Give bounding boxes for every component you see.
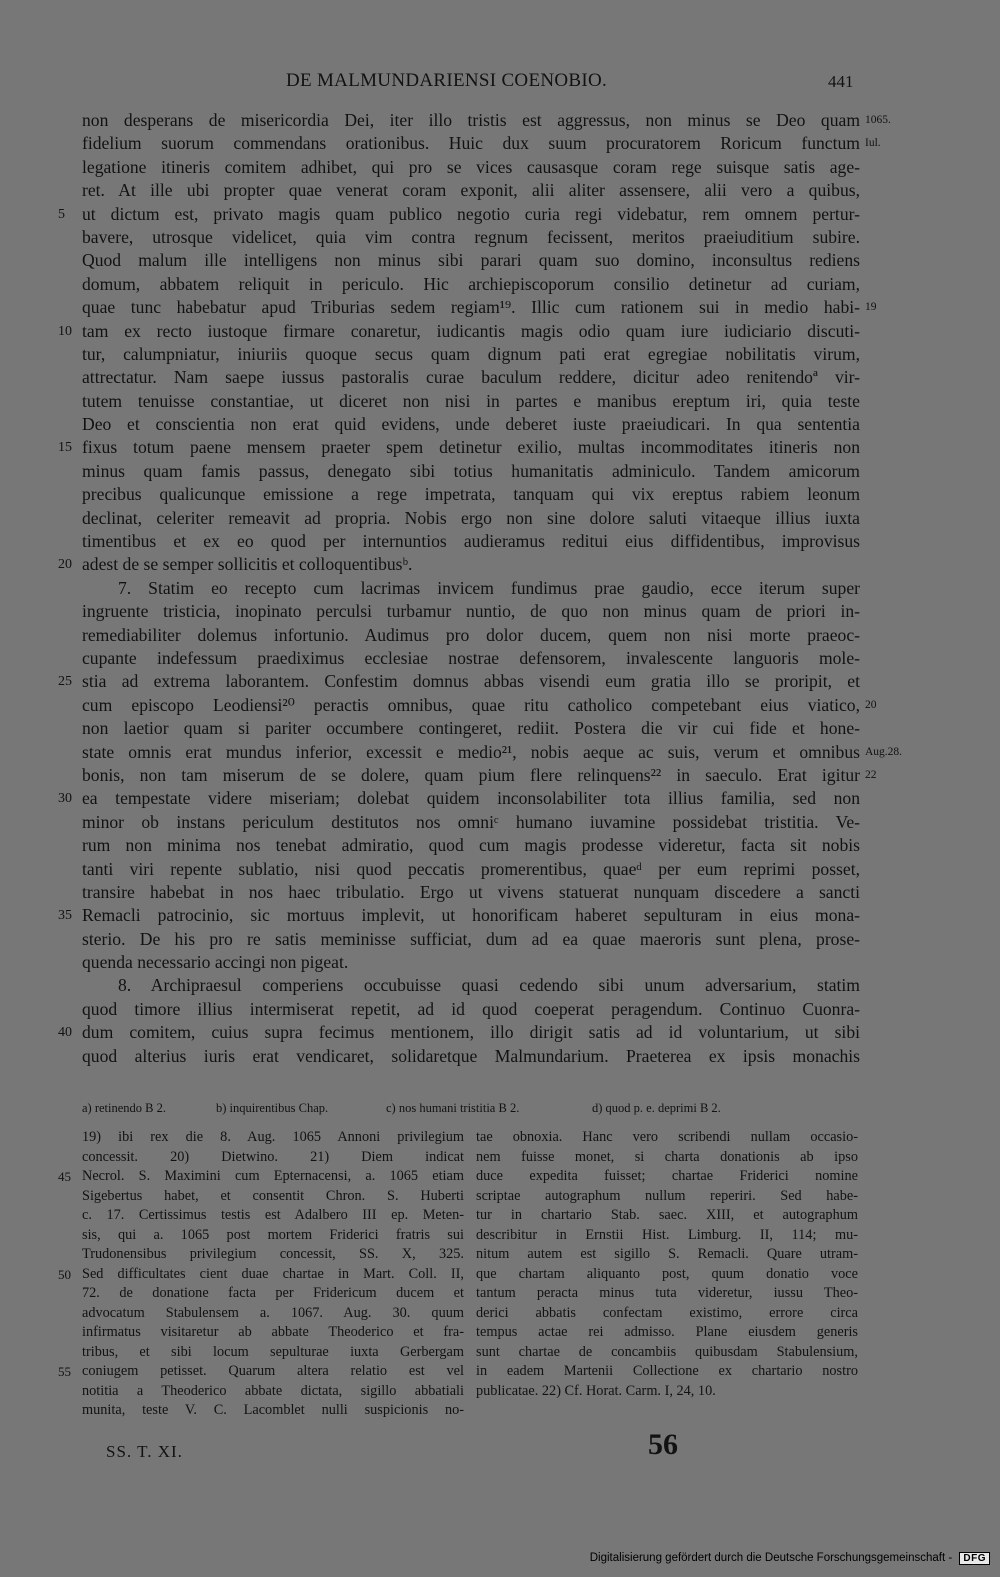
signature-mark: SS. T. XI. [106,1442,183,1461]
margin-note: 20 [865,698,877,711]
line-text: timentibus et ex eo quod per internuntios audieramus reditui eius diffidentibus, improvisus [82,531,860,552]
text-line [82,741,903,764]
footnote-line [476,1128,858,1148]
line-text: bavere, utrosque videlicet, quia vim contra regnum fecissent, meritos praeiuditium subire. [82,226,860,247]
line-text: non desperans de misericordia Dei, iter illo tristis est aggressus, non minus se Deo quam [82,110,860,130]
text-line [82,273,860,296]
line-text: tur, calumpniatur, iniuriis quoque secus quam dignum pati erat egregiae nobilitatis virum, [82,343,860,364]
footnote-line [58,1265,464,1285]
line-text: bonis, non tam miserum de se dolere, quam pium flere relinquens²² in saeculo. Erat igitur [82,764,860,785]
margin-note: Aug.28. [865,745,903,758]
line-text: describitur in Ernstii Hist. Limburg. II, 114; mu- [476,1226,858,1243]
line-text: legatione itineris comitem adhibet, qui pro se vices causasque coram rege suisque satis age- [82,156,860,177]
line-text: publicatae. 22) Cf. Horat. Carm. I, 24, 10. [476,1382,716,1399]
line-text: cum episcopo Leodiensi²⁰ peractis omnibus, quae ritu catholico competebant eius viatico, [82,694,860,715]
line-text: sunt chartae de concambiis quibusdam Stabulensium, [476,1343,858,1360]
text-line [82,156,860,179]
running-header [0,70,1000,96]
line-text: tanti viri repente sublatio, nisi quod peccatis promerentibus, quaeᵈ per eum reprimi posset, [82,858,860,879]
text-line [82,647,860,670]
line-text: c. 17. Certissimus testis est Adalbero III ep. Meten- [82,1207,464,1223]
line-number: 50 [58,1266,71,1282]
line-number: 35 [58,908,72,924]
text-line [82,390,860,413]
line-text: Remacli patrocinio, sic mortuus implevit, ut honorificam haberet sepulturam in eius mona- [82,905,860,926]
critical-apparatus [82,1101,862,1119]
text-line [82,226,860,249]
footnote-line [476,1206,858,1226]
line-text: minor ob instans periculum destitutos nos omniᶜ humano iuvamine possidebat tristitia. Ve- [82,811,860,832]
footnote-line [82,1187,464,1207]
page-number: 441 [828,72,854,91]
line-text: tutem tenuisse constantiae, ut diceret non nisi in partes e manibus ereptum iri, quia teste [82,390,860,411]
text-line [82,296,877,319]
line-text: 19) ibi rex die 8. Aug. 1065 Annoni privilegium [82,1129,464,1145]
line-text: nitum autem est sigillo S. Remacli. Quare utram- [476,1246,858,1262]
footnote-line [476,1304,858,1324]
line-text: quod alterius iuris erat vendicaret, solidaretque Malmundarium. Praeterea ex ipsis monachis [82,1045,860,1066]
line-text: non laetior quam si pariter occumbere contingeret, rediit. Postera die vir cui fide et hone- [82,718,860,739]
line-text: tantum peracta minus tuta videretur, iussu Theo- [476,1285,858,1301]
text-line [82,109,891,132]
line-number: 40 [58,1025,72,1041]
footnote-line [82,1245,464,1265]
apparatus-note-d: d) quod p. e. deprimi B 2. [592,1101,721,1115]
line-text: fidelium suorum commendans orationibus. Huic dux suum procuratorem Roricum functum [82,133,860,154]
line-text: tempus actae rei admisso. Plane eiusdem generis [476,1324,858,1340]
line-text: 72. de donatione facta per Fridericum ducem et [82,1285,464,1301]
footnote-line [82,1148,464,1168]
footnote-line [82,1343,464,1363]
line-text: scriptae autographum nullum reperiri. Sed habe- [476,1187,858,1204]
line-text: ret. At ille ubi propter quae venerat coram exponit, alii aliter assensere, alii vero a quibus, [82,180,860,201]
text-line [82,413,860,436]
sheet-number: 56 [648,1428,678,1461]
line-text: state omnis erat mundus inferior, excessit e medio²¹, nobis aeque ac suis, verum et omnibus [82,741,860,762]
footnotes-right-column [476,1128,858,1401]
line-text: quenda necessario accingi non pigeat. [82,952,349,973]
footnote-line [82,1226,464,1246]
line-text: quod timore illius intermiserat repetit, ad id quod coeperat peragendum. Continuo Cuonra- [82,998,860,1019]
apparatus-note-c: c) nos humani tristitia B 2. [386,1101,520,1115]
line-text: concessit. 20) Dietwino. 21) Diem indicat [82,1148,464,1165]
credit-text: Digitalisierung gefördert durch die Deutsche Forschungsgemeinschaft - [589,1552,953,1564]
footnote-line [82,1401,464,1421]
line-text: in eadem Martenii Collectione ex chartario nostro [476,1363,858,1379]
margin-note: 19 [865,301,877,314]
line-text: rum non minima nos tenebat admiratio, quod cum magis prodesse videretur, facta sit nobis [82,835,860,856]
line-text: cupante indefessum praediximus ecclesiae nostrae defensorem, invalescente languoris mole- [82,647,860,668]
line-text: tam ex recto iustoque firmare conaretur, iudicantis magis odio quam iure iudiciario discuti- [82,320,860,341]
footnote-line [82,1128,464,1148]
line-text: ingruente tristicia, inopinato perculsi turbamur nuntio, de quo non minus quam de priori in- [82,601,860,622]
line-text: declinat, celeriter remeavit ad propria. Nobis ergo non sine dolore saluti vitaeque illius iuxta [82,507,860,528]
line-text: tae obnoxia. Hanc vero scribendi nullam occasio- [476,1129,858,1145]
footnote-line [476,1226,858,1246]
text-line [58,320,860,343]
line-text: sterio. De his pro re satis meminisse sufficiat, dum ad ea quae maeroris sunt plena, prose- [82,928,860,949]
text-line [82,249,860,272]
footnote-line [476,1382,858,1402]
text-line [82,179,860,202]
text-line [58,203,860,226]
line-text: domum, abbatem reliquit in periculo. Hic archiepiscoporum consilio detinetur ad curiam, [82,273,860,294]
margin-note: 22 [865,768,877,781]
line-number: 55 [58,1364,71,1379]
line-number: 5 [58,206,65,222]
line-text: minus quam famis passus, denegato sibi totius humanitatis adminiculo. Tandem amicorum [82,460,860,481]
dfg-logo: DFG [959,1552,990,1565]
line-text: adest de se semper sollicitis et colloquentibusᵇ. [82,554,413,575]
text-line [82,624,860,647]
line-number: 45 [58,1169,71,1184]
text-line [82,764,877,787]
text-line [82,1045,860,1068]
line-text: quae tunc habebatur apud Triburias sedem regiam¹⁹. Illic cum rationem sui in medio habi- [82,297,860,318]
footnote-line [82,1382,464,1402]
text-line [82,881,860,904]
line-text: nem fuisse monet, si charta donationis ab ipso [476,1148,858,1165]
line-text: attrectatur. Nam saepe iussus pastoralis curae baculum reddere, dicitur adeo renitendoª vir- [82,367,860,388]
text-line [82,998,860,1021]
footnote-line [476,1323,858,1343]
text-line [82,366,860,389]
line-text: Deo et conscientia non erat quid evidens, unde deberet iuste praeiudicari. In qua sententia [82,414,860,435]
line-text: tur in chartario Stab. saec. XIII, et autographum [476,1207,858,1223]
text-line [82,460,860,483]
text-line [58,553,860,576]
line-text: ut dictum est, privato magis quam publico negotio curia regi videbatur, rem omnem pertur- [82,203,860,224]
footnote-line [82,1206,464,1226]
line-text: Trudonensibus privilegium concessit, SS. X, 325. [82,1246,464,1262]
text-line [82,343,860,366]
line-text: munita, teste V. C. Lacomblet nulli suspicionis no- [82,1402,464,1418]
running-title: DE MALMUNDARIENSI COENOBIO. [286,70,608,91]
text-line [82,858,860,881]
text-line [58,1021,860,1044]
line-number: 20 [58,557,72,573]
footnote-line [58,1362,464,1382]
apparatus-note-a: a) retinendo B 2. [82,1101,167,1115]
line-text: tribus, et sibi locum sepulturae iuxta Gerbergam [82,1343,464,1360]
text-line [58,904,860,927]
text-line [82,577,860,600]
line-text: Sigebertus habet, et consentit Chron. S. Huberti [82,1187,464,1204]
text-line [58,436,860,459]
line-text: Necrol. S. Maximini cum Epternacensi, a. 1065 etiam [82,1168,464,1184]
line-text: infirmatus visitaretur ab abbate Theoderico et fra- [82,1324,464,1340]
line-text: fixus totum paene mensem praeter spem detinetur exilio, multas incommoditates itineris non [82,437,860,458]
line-number: 30 [58,791,72,807]
footnote-line [82,1304,464,1324]
line-text: coniugem petisset. Quarum altera relatio est vel [82,1363,464,1379]
text-line [82,132,881,155]
text-line [82,834,860,857]
line-number: 15 [58,440,72,456]
text-line [58,787,860,810]
line-text: stia ad extrema laborantem. Confestim domnus abbas visendi eum gratia illo se proripit, et [82,671,860,692]
line-text: ea tempestate videre miseriam; dolebat quidem inconsolabiliter tota illius familia, sed non [82,788,860,809]
line-text: derici abbatis confectam existimo, errore circa [476,1304,858,1321]
text-line [82,951,860,974]
main-text [58,109,903,1068]
line-text: sis, qui a. 1065 post mortem Friderici fratris sui [82,1226,464,1243]
text-line [82,507,860,530]
line-text: advocatum Stabulensem a. 1067. Aug. 30. quum [82,1304,464,1321]
line-text: Quod malum ille intelligens non minus sibi parari quam suo domino, inconsultus rediens [82,250,860,271]
footnote-line [58,1167,464,1187]
margin-note: Iul. [865,137,881,150]
text-line [82,717,860,740]
text-line [82,600,860,623]
text-line [82,483,860,506]
text-line [82,811,860,834]
text-line [82,974,860,997]
apparatus-note-b: b) inquirentibus Chap. [216,1101,329,1115]
line-text: 7. Statim eo recepto cum lacrimas invicem fundimus prae gaudio, ecce iterum super [118,577,860,598]
footnote-line [476,1187,858,1207]
line-text: duce expedita fuisset; chartae Friderici nomine [476,1168,858,1184]
line-text: Sed difficultates cient duae chartae in Mart. Coll. II, [82,1265,464,1282]
text-line [82,694,877,717]
footnote-line [82,1284,464,1304]
footnote-line [476,1148,858,1168]
line-text: dum comitem, cuius supra fecimus mentionem, illo dirigit satis ad id voluntarium, ut sibi [82,1022,860,1043]
footnote-line [476,1284,858,1304]
text-line [82,530,860,553]
footnote-line [476,1265,858,1285]
line-text: precibus qualicunque emissione a rege impetrata, tanquam qui vix ereptus rabiem leonum [82,484,860,505]
line-text: que chartam aliquanto post, quum donatio voce [476,1265,858,1282]
digitization-credit [590,1552,990,1565]
line-text: notitia a Theoderico abbate dictata, sigillo abbatiali [82,1382,464,1399]
footnote-line [476,1167,858,1187]
margin-note: 1065. [865,114,891,126]
line-number: 25 [58,674,72,690]
line-text: transire habebat in nos haec tribulatio. Ergo ut vivens statuerat nunquam discedere a sancti [82,881,860,902]
line-text: remediabiliter dolemus infortunio. Audimus pro dolor ducem, quem non nisi morte praeoc- [82,624,860,645]
footnote-line [476,1245,858,1265]
footnotes-left-column [58,1128,464,1421]
footnote-line [476,1362,858,1382]
footnote-line [82,1323,464,1343]
line-number: 10 [58,323,72,339]
footnote-line [476,1343,858,1363]
text-line [82,928,860,951]
line-text: 8. Archipraesul comperiens occubuisse quasi cedendo sibi unum adversarium, statim [118,975,860,996]
text-line [58,670,860,693]
